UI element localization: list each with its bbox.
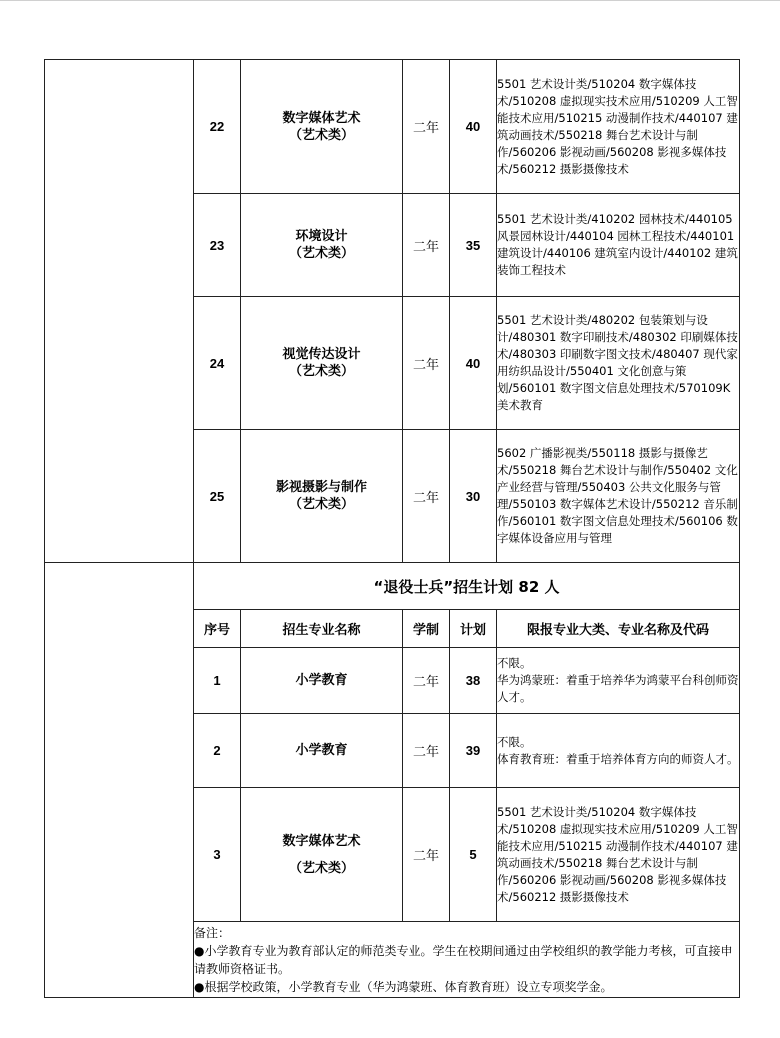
duration: 二年 (403, 788, 450, 922)
row-number: 22 (194, 60, 241, 194)
row-number: 1 (194, 648, 241, 714)
eligible-majors (497, 714, 740, 788)
plan-count: 35 (450, 194, 497, 297)
plan-count: 30 (450, 430, 497, 563)
plan-count: 40 (450, 297, 497, 430)
major-name-sub: （艺术类） (288, 364, 354, 379)
duration: 二年 (403, 648, 450, 714)
major-name-sub: （艺术类） (288, 860, 354, 876)
row-number: 23 (194, 194, 241, 297)
header-num: 序号 (194, 610, 241, 648)
plan-count: 38 (450, 648, 497, 714)
category-cell-blank (45, 60, 194, 563)
major-name (241, 194, 403, 297)
enrollment-table (44, 59, 740, 998)
major-name: 小学教育 (241, 648, 403, 714)
plan-count: 5 (450, 788, 497, 922)
major-name-main: 影视摄影与制作 (275, 480, 367, 495)
eligible-majors (497, 648, 740, 714)
category-cell-blank (45, 563, 194, 998)
header-requirements: 限报专业大类、专业名称及代码 (497, 610, 740, 648)
section-title: “退役士兵”招生计划 82 人 (194, 563, 740, 610)
major-name (241, 297, 403, 430)
row-number: 24 (194, 297, 241, 430)
notes-cell (194, 922, 740, 998)
major-name-main: 数字媒体艺术 (282, 833, 361, 849)
duration: 二年 (403, 194, 450, 297)
notes-line-1: ●小学教育专业为教育部认定的师范类专业。学生在校期间通过由学校组织的教学能力考核，可直接申请教师资格证书。 (194, 943, 733, 976)
duration: 二年 (403, 297, 450, 430)
notes-line-2: ●根据学校政策，小学教育专业（华为鸿蒙班、体育教育班）设立专项奖学金。 (194, 979, 613, 994)
major-name: 小学教育 (241, 714, 403, 788)
duration: 二年 (403, 60, 450, 194)
section-row (45, 563, 740, 610)
row-number: 25 (194, 430, 241, 563)
row-number: 3 (194, 788, 241, 922)
duration: 二年 (403, 714, 450, 788)
major-name (241, 60, 403, 194)
req-line-2: 华为鸿蒙班：着重于培养华为鸿蒙平台科创师资人才。 (497, 673, 739, 704)
plan-count: 39 (450, 714, 497, 788)
eligible-majors: 5501 艺术设计类/510204 数字媒体技术/510208 虚拟现实技术应用/510209 人工智能技术应用/510215 动漫制作技术/440107 建筑动画技术/550218 舞台艺术设计与制作/560206 影视动画/560208 影视多媒体技术/560212 摄影摄像技术 (497, 788, 740, 922)
eligible-majors: 5501 艺术设计类/510204 数字媒体技术/510208 虚拟现实技术应用/510209 人工智能技术应用/510215 动漫制作技术/440107 建筑动画技术/550218 舞台艺术设计与制作/560206 影视动画/560208 影视多媒体技术/560212 摄影摄像技术 (497, 60, 740, 194)
row-number: 2 (194, 714, 241, 788)
major-name-main: 数字媒体艺术 (282, 110, 361, 126)
notes-title: 备注： (194, 925, 231, 940)
req-line-1: 不限。 (497, 734, 532, 749)
major-name-sub: （艺术类） (288, 497, 354, 512)
eligible-majors: 5501 艺术设计类/480202 包装策划与设计/480301 数字印刷技术/480302 印刷媒体技术/480303 印刷数字图文技术/480407 现代家用纺织品设计/550401 文化创意与策划/560101 数字图文信息处理技术/570109K 美术教育 (497, 297, 740, 430)
plan-count: 40 (450, 60, 497, 194)
major-name (241, 788, 403, 922)
major-name-sub: （艺术类） (288, 246, 354, 261)
eligible-majors: 5501 艺术设计类/410202 园林技术/440105 风景园林设计/440104 园林工程技术/440101 建筑设计/440106 建筑室内设计/440102 建筑装饰工程技术 (497, 194, 740, 297)
major-name (241, 430, 403, 563)
page-top-rule (0, 0, 780, 1)
header-duration: 学制 (403, 610, 450, 648)
major-name-main: 视觉传达设计 (282, 347, 361, 362)
req-line-2: 体育教育班：着重于培养体育方向的师资人才。 (497, 751, 739, 766)
major-name-main: 环境设计 (295, 229, 348, 244)
req-line-1: 不限。 (497, 656, 532, 670)
table-row (45, 60, 740, 194)
duration: 二年 (403, 430, 450, 563)
header-plan: 计划 (450, 610, 497, 648)
eligible-majors: 5602 广播影视类/550118 摄影与摄像艺术/550218 舞台艺术设计与制作/550402 文化产业经营与管理/550403 公共文化服务与管理/550103 数字媒体艺术设计/550212 音乐制作/560101 数字图文信息处理技术/560106 数字媒体设备应用与管理 (497, 430, 740, 563)
major-name-sub: （艺术类） (288, 127, 354, 143)
header-name: 招生专业名称 (241, 610, 403, 648)
